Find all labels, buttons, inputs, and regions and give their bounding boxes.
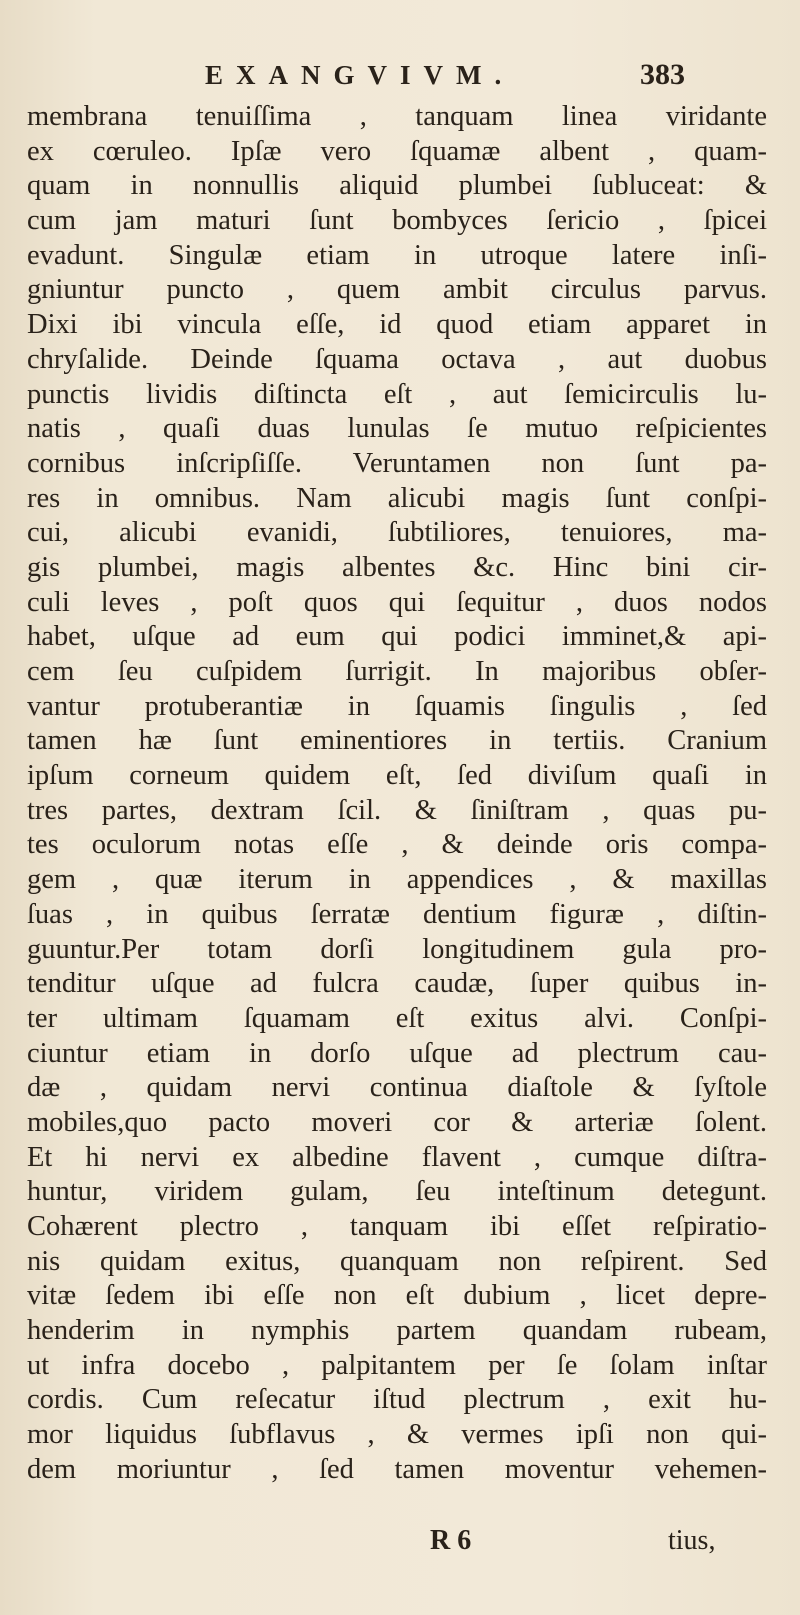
text-line: vitæ ſedem ibi eſſe non eſt dubium , licet depre- bbox=[27, 1280, 767, 1312]
text-line: tamen hæ ſunt eminentiores in tertiis. Cranium bbox=[27, 725, 767, 757]
text-line: ut infra docebo , palpitantem per ſe ſolam inſtar bbox=[27, 1349, 767, 1381]
body-text bbox=[27, 100, 767, 1488]
text-line: chryſalide. Deinde ſquama octava , aut duobus bbox=[27, 343, 767, 375]
text-line: mor liquidus ſubflavus , & vermes ipſi non qui- bbox=[27, 1419, 767, 1451]
text-line: habet, uſque ad eum qui podici imminet,& api- bbox=[27, 621, 767, 653]
text-line: ter ultimam ſquamam eſt exitus alvi. Conſpi- bbox=[27, 1002, 767, 1034]
catchword: tius, bbox=[668, 1525, 716, 1556]
text-line: tres partes, dextram ſcil. & ſiniſtram , quas pu- bbox=[27, 794, 767, 826]
text-line: culi leves , poſt quos qui ſequitur , duos nodos bbox=[27, 586, 767, 618]
text-line: huntur, viridem gulam, ſeu inteſtinum detegunt. bbox=[27, 1176, 767, 1208]
text-line: gis plumbei, magis albentes &c. Hinc bini cir- bbox=[27, 551, 767, 583]
text-line: vantur protuberantiæ in ſquamis ſingulis , ſed bbox=[27, 690, 767, 722]
text-line: tenditur uſque ad fulcra caudæ, ſuper quibus in- bbox=[27, 968, 767, 1000]
text-line: cum jam maturi ſunt bombyces ſericio , ſpicei bbox=[27, 205, 767, 237]
text-line: nis quidam exitus, quanquam non reſpirent. Sed bbox=[27, 1245, 767, 1277]
text-line: punctis lividis diſtincta eſt , aut ſemicirculis lu- bbox=[27, 378, 767, 410]
text-line: ciuntur etiam in dorſo uſque ad plectrum cau- bbox=[27, 1037, 767, 1069]
signature-mark: R 6 bbox=[430, 1525, 472, 1556]
text-line: res in omnibus. Nam alicubi magis ſunt conſpi- bbox=[27, 482, 767, 514]
text-line: Dixi ibi vincula eſſe, id quod etiam apparet in bbox=[27, 309, 767, 341]
text-line: cem ſeu cuſpidem ſurrigit. In majoribus obſer- bbox=[27, 656, 767, 687]
text-line: natis , quaſi duas lunulas ſe mutuo reſpicientes bbox=[27, 413, 767, 445]
text-line: mobiles,quo pacto moveri cor & arteriæ ſolent. bbox=[27, 1106, 767, 1138]
text-line: evadunt. Singulæ etiam in utroque latere inſi- bbox=[27, 239, 767, 271]
text-line: quam in nonnullis aliquid plumbei ſubluceat: & bbox=[27, 170, 767, 202]
text-line: membrana tenuiſſima , tanquam linea viridante bbox=[27, 101, 767, 132]
text-line: guuntur.Per totam dorſi longitudinem gula pro- bbox=[27, 933, 767, 965]
running-title: EXANGVIVM. bbox=[205, 60, 515, 90]
text-line: gem , quæ iterum in appendices , & maxillas bbox=[27, 864, 767, 896]
text-line: ex cœruleo. Ipſæ vero ſquamæ albent , quam- bbox=[27, 135, 767, 167]
text-line: dæ , quidam nervi continua diaſtole & ſyſtole bbox=[27, 1072, 767, 1104]
text-line: Et hi nervi ex albedine flavent , cumque diſtra- bbox=[27, 1141, 767, 1173]
page-number: 383 bbox=[640, 58, 685, 91]
text-line: ſuas , in quibus ſerratæ dentium figuræ , diſtin- bbox=[27, 898, 767, 930]
running-head bbox=[0, 60, 800, 100]
text-line: cordis. Cum reſecatur iſtud plectrum , exit hu- bbox=[27, 1384, 767, 1416]
text-line: cornibus inſcripſiſſe. Veruntamen non ſunt pa- bbox=[27, 447, 767, 479]
text-line: ipſum corneum quidem eſt, ſed diviſum quaſi in bbox=[27, 760, 767, 792]
text-line: cui, alicubi evanidi, ſubtiliores, tenuiores, ma- bbox=[27, 517, 767, 549]
text-line: tes oculorum notas eſſe , & deinde oris compa- bbox=[27, 829, 767, 861]
text-line: dem moriuntur , ſed tamen moventur vehemen- bbox=[27, 1453, 767, 1485]
text-line: Cohærent plectro , tanquam ibi eſſet reſpiratio- bbox=[27, 1211, 767, 1242]
text-line: gniuntur puncto , quem ambit circulus parvus. bbox=[27, 274, 767, 306]
text-line: henderim in nymphis partem quandam rubeam, bbox=[27, 1315, 767, 1347]
